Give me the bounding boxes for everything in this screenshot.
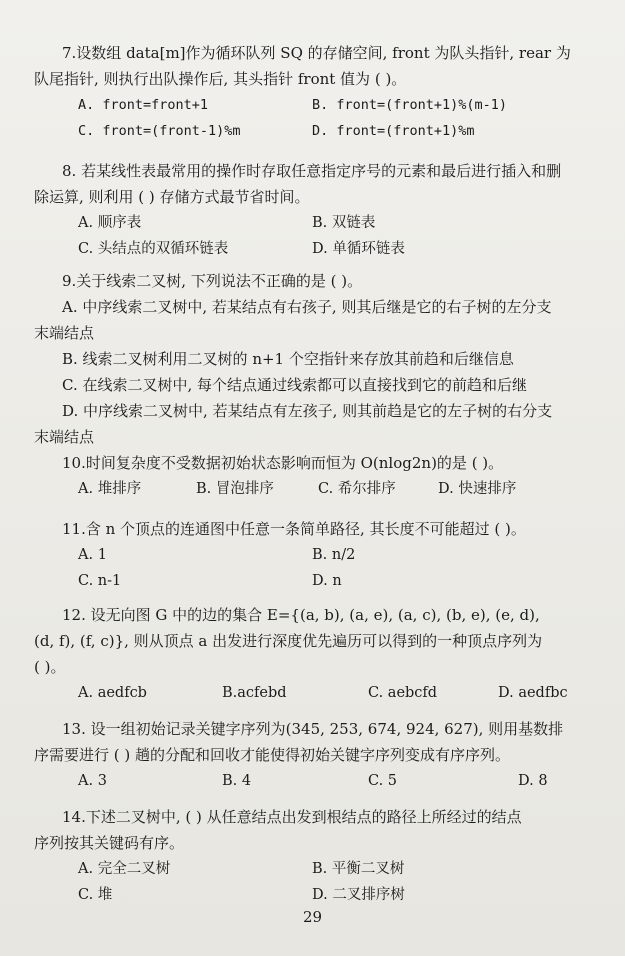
question-11-stem: 11.含 n 个顶点的连通图中任意一条简单路径, 其长度不可能超过 ( )。 <box>62 520 526 538</box>
question-9-option-c: C. 在线索二叉树中, 每个结点通过线索都可以直接找到它的前趋和后继 <box>62 376 528 394</box>
question-11-option-b: B. n/2 <box>312 547 356 563</box>
question-9 <box>0 268 625 450</box>
question-9-option-d-line-2: 末端结点 <box>34 428 95 446</box>
question-12 <box>0 602 625 706</box>
question-13-stem-line-1: 13. 设一组初始记录关键字序列为(345, 253, 674, 924, 627), 则用基数排 <box>62 720 564 738</box>
question-8-option-b: B. 双链表 <box>312 215 376 231</box>
question-10-option-a: A. 堆排序 <box>78 481 142 497</box>
question-9-option-d-line-1: D. 中序线索二叉树中, 若某结点有左孩子, 则其前趋是它的左子树的右分支 <box>62 402 553 420</box>
question-12-option-c: C. aebcfd <box>368 685 438 701</box>
question-12-option-b: B.acfebd <box>222 685 287 701</box>
question-12-stem-line-1: 12. 设无向图 G 中的边的集合 E={(a, b), (a, e), (a, c), (b, e), (e, d), <box>62 606 540 624</box>
question-8-stem-line-1: 8. 若某线性表最常用的操作时存取任意指定序号的元素和最后进行插入和删 <box>62 162 562 180</box>
question-12-option-d: D. aedfbc <box>498 685 568 701</box>
question-13-option-c: C. 5 <box>368 773 398 789</box>
question-12-stem-line-3: ( )。 <box>34 658 66 676</box>
question-10-stem: 10.时间复杂度不受数据初始状态影响而恒为 O(nlog2n)的是 ( )。 <box>62 454 504 472</box>
question-14 <box>0 804 625 908</box>
question-11 <box>0 516 625 594</box>
question-13-option-d: D. 8 <box>518 773 548 789</box>
question-7-option-b: B. front=(front+1)%(m-1) <box>312 97 508 113</box>
question-10-option-b: B. 冒泡排序 <box>196 481 274 497</box>
question-12-option-a: A. aedfcb <box>78 685 147 701</box>
question-8-option-d: D. 单循环链表 <box>312 241 405 257</box>
question-7 <box>0 40 625 144</box>
question-8-option-c: C. 头结点的双循环链表 <box>78 241 229 257</box>
question-7-stem-line-1: 7.设数组 data[m]作为循环队列 SQ 的存储空间, front 为队头指针, rear 为 <box>62 44 571 62</box>
question-8 <box>0 158 625 262</box>
question-13 <box>0 716 625 794</box>
question-14-option-d: D. 二叉排序树 <box>312 887 405 903</box>
question-11-option-c: C. n-1 <box>78 573 122 589</box>
question-14-option-a: A. 完全二叉树 <box>78 861 171 877</box>
question-13-option-a: A. 3 <box>78 773 107 789</box>
question-9-option-a-line-1: A. 中序线索二叉树中, 若某结点有右孩子, 则其后继是它的右子树的左分支 <box>62 298 552 316</box>
question-14-stem-line-2: 序列按其关键码有序。 <box>34 834 185 852</box>
question-10-option-c: C. 希尔排序 <box>318 481 396 497</box>
question-9-option-a-line-2: 末端结点 <box>34 324 95 342</box>
question-14-option-b: B. 平衡二叉树 <box>312 861 405 877</box>
question-11-option-a: A. 1 <box>78 547 107 563</box>
question-10 <box>0 450 625 502</box>
question-7-option-c: C. front=(front-1)%m <box>78 123 241 139</box>
question-12-stem-line-2: (d, f), (f, c)}, 则从顶点 a 出发进行深度优先遍历可以得到的一种顶点序列为 <box>34 632 543 650</box>
question-13-option-b: B. 4 <box>222 773 252 789</box>
question-14-option-c: C. 堆 <box>78 887 113 903</box>
question-9-option-b: B. 线索二叉树利用二叉树的 n+1 个空指针来存放其前趋和后继信息 <box>62 350 514 368</box>
question-14-stem-line-1: 14.下述二叉树中, ( ) 从任意结点出发到根结点的路径上所经过的结点 <box>62 808 522 826</box>
question-7-option-a: A. front=front+1 <box>78 97 209 113</box>
question-10-option-d: D. 快速排序 <box>438 481 517 497</box>
question-8-option-a: A. 顺序表 <box>78 215 142 231</box>
question-8-stem-line-2: 除运算, 则利用 ( ) 存储方式最节省时间。 <box>34 188 310 206</box>
question-9-stem: 9.关于线索二叉树, 下列说法不正确的是 ( )。 <box>62 272 363 290</box>
question-11-option-d: D. n <box>312 573 342 589</box>
question-7-option-d: D. front=(front+1)%m <box>312 123 475 139</box>
page-number: 29 <box>302 908 323 926</box>
question-7-stem-line-2: 队尾指针, 则执行出队操作后, 其头指针 front 值为 ( )。 <box>34 70 407 88</box>
question-13-stem-line-2: 序需要进行 ( ) 趟的分配和回收才能使得初始关键字序列变成有序序列。 <box>34 746 511 764</box>
